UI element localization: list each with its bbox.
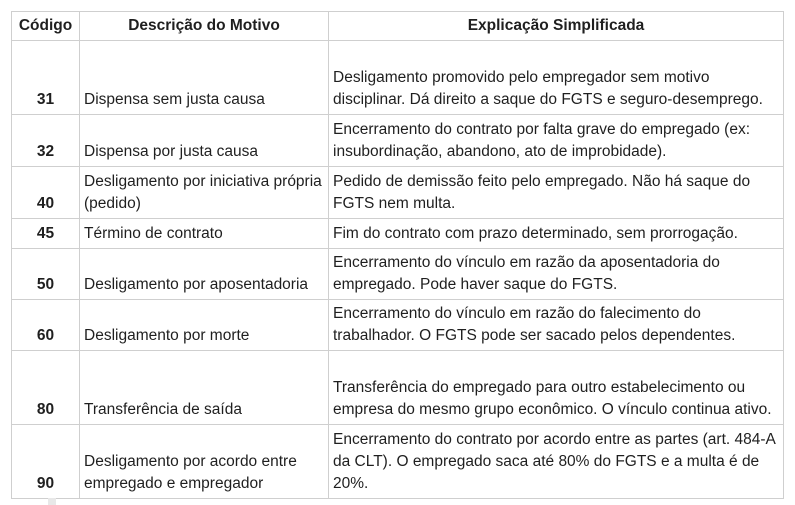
scroll-marker	[48, 498, 56, 505]
explanation-cell: Desligamento promovido pelo empregador sem motivo disciplinar. Dá direito a saque do FGTS e seguro-desemprego.	[329, 41, 784, 115]
code-cell: 90	[12, 425, 80, 499]
header-code: Código	[12, 12, 80, 41]
table-row	[12, 351, 784, 425]
code-cell: 50	[12, 249, 80, 300]
explanation-cell: Transferência do empregado para outro estabelecimento ou empresa do mesmo grupo econômico. O vínculo continua ativo.	[329, 351, 784, 425]
table-row	[12, 41, 784, 115]
reason-cell: Transferência de saída	[80, 351, 329, 425]
header-row	[12, 12, 784, 41]
reason-cell: Desligamento por iniciativa própria (pedido)	[80, 167, 329, 219]
termination-codes-table	[11, 11, 784, 499]
table-row	[12, 300, 784, 351]
table-row	[12, 167, 784, 219]
code-cell: 32	[12, 115, 80, 167]
reason-cell: Dispensa por justa causa	[80, 115, 329, 167]
code-cell: 80	[12, 351, 80, 425]
reason-cell: Dispensa sem justa causa	[80, 41, 329, 115]
explanation-cell: Encerramento do contrato por falta grave do empregado (ex: insubordinação, abandono, ato de improbidade).	[329, 115, 784, 167]
header-reason: Descrição do Motivo	[80, 12, 329, 41]
explanation-cell: Encerramento do contrato por acordo entre as partes (art. 484-A da CLT). O empregado saca até 80% do FGTS e a multa é de 20%.	[329, 425, 784, 499]
reason-cell: Desligamento por aposentadoria	[80, 249, 329, 300]
reason-cell: Desligamento por acordo entre empregado e empregador	[80, 425, 329, 499]
explanation-cell: Fim do contrato com prazo determinado, sem prorrogação.	[329, 219, 784, 249]
table-row	[12, 249, 784, 300]
code-cell: 45	[12, 219, 80, 249]
explanation-cell: Pedido de demissão feito pelo empregado. Não há saque do FGTS nem multa.	[329, 167, 784, 219]
table-row	[12, 425, 784, 499]
reason-cell: Término de contrato	[80, 219, 329, 249]
explanation-cell: Encerramento do vínculo em razão da aposentadoria do empregado. Pode haver saque do FGTS.	[329, 249, 784, 300]
table-row	[12, 219, 784, 249]
code-cell: 60	[12, 300, 80, 351]
table-row	[12, 115, 784, 167]
table-body	[12, 41, 784, 499]
table-header	[12, 12, 784, 41]
code-cell: 40	[12, 167, 80, 219]
reason-cell: Desligamento por morte	[80, 300, 329, 351]
code-cell: 31	[12, 41, 80, 115]
header-explanation: Explicação Simplificada	[329, 12, 784, 41]
explanation-cell: Encerramento do vínculo em razão do falecimento do trabalhador. O FGTS pode ser sacado pelos dependentes.	[329, 300, 784, 351]
